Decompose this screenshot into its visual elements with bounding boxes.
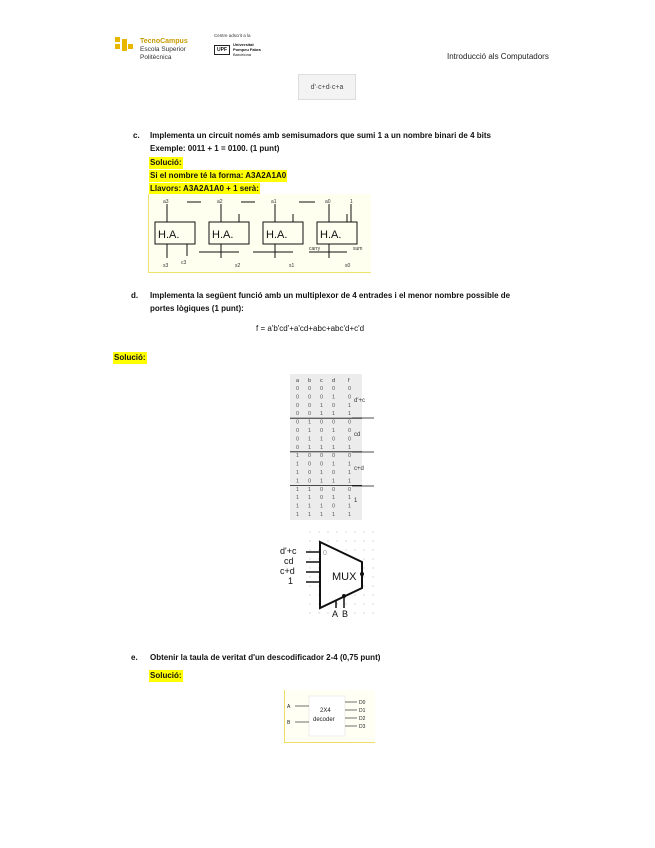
upf-affiliation — [214, 33, 261, 57]
tt-cell: 0 — [332, 486, 336, 493]
tt-cell: 0 — [332, 436, 336, 443]
mux-select-b: B — [342, 609, 349, 619]
section-c-solucio: Solució: — [150, 158, 182, 167]
carry-c3: c3 — [181, 260, 187, 266]
grid-dot — [318, 612, 319, 613]
grid-dot — [354, 603, 355, 604]
input-a2: a2 — [217, 199, 223, 205]
tt-cell: 0 — [320, 495, 324, 502]
tt-cell: 1 — [348, 444, 352, 451]
mux-input-2: c+d — [280, 566, 295, 576]
tt-cell: 0 — [308, 394, 312, 401]
grid-dot — [354, 612, 355, 613]
grid-dot — [363, 558, 364, 559]
tt-cell: 0 — [320, 486, 324, 493]
tt-cell: 1 — [332, 444, 336, 451]
grid-dot — [327, 531, 328, 532]
tt-cell: 0 — [296, 436, 300, 443]
section-c-letter: c. — [133, 131, 140, 140]
tt-cell: 1 — [296, 478, 300, 485]
grid-dot — [363, 585, 364, 586]
input-a1: a1 — [271, 199, 277, 205]
dec-title: 2X4 — [320, 708, 331, 714]
grid-dot — [354, 594, 355, 595]
tt-cell: 1 — [348, 512, 352, 518]
tt-cell: 0 — [332, 470, 336, 476]
tt-cell: 0 — [296, 444, 300, 451]
section-e-letter: e. — [131, 653, 138, 662]
grid-dot — [309, 558, 310, 559]
grid-dot — [372, 612, 373, 613]
tt-cell: 1 — [348, 478, 352, 485]
tt-cell: 1 — [348, 461, 352, 468]
tt-cell: 1 — [320, 402, 324, 409]
tt-cell: 1 — [320, 444, 324, 451]
tt-cell: 0 — [332, 419, 336, 426]
upf-name1: Universitat — [233, 42, 254, 47]
tt-cell: 1 — [308, 486, 312, 493]
brand-name: TecnoCampus — [140, 38, 188, 45]
grid-dot — [372, 594, 373, 595]
tt-cell: 0 — [320, 428, 324, 434]
grid-dot — [363, 576, 364, 577]
tt-cell: 1 — [296, 503, 300, 510]
grid-dot — [372, 567, 373, 568]
section-d-question: Implementa la següent funció amb un multiplexor de 4 entrades i el menor nombre possible de — [150, 291, 511, 300]
section-e-solucio: Solució: — [150, 671, 182, 680]
tt-cell: 0 — [320, 453, 324, 460]
tt-cell: 0 — [348, 428, 352, 434]
tt-cell: 0 — [296, 419, 300, 426]
section-c-form: Si el nombre té la forma: A3A2A1A0 — [150, 171, 287, 180]
tt-cell: 1 — [332, 394, 336, 401]
grid-dot — [363, 540, 364, 541]
group-label-1: cd — [354, 432, 361, 438]
tt-cell: 0 — [308, 402, 312, 409]
section-e-question: Obtenir la taula de veritat d'un descodificador 2-4 (0,75 punt) — [150, 653, 381, 662]
grid-dot — [309, 576, 310, 577]
brand-sub1: Escola Superior — [140, 46, 186, 53]
tt-cell: 0 — [348, 486, 352, 493]
formula-image: d'·c+d·c+a — [298, 74, 356, 100]
tt-header-a: a — [296, 378, 300, 384]
tt-cell: 0 — [296, 394, 300, 401]
ha-label-4: H.A. — [320, 229, 342, 241]
tt-cell: 0 — [332, 402, 336, 409]
tt-cell: 1 — [332, 478, 336, 485]
tt-cell: 0 — [348, 419, 352, 426]
section-c-question: Implementa un circuit només amb semisumadors que sumi 1 a un nombre binari de 4 bits — [150, 131, 491, 140]
grid-dot — [336, 540, 337, 541]
tt-cell: 0 — [308, 386, 312, 392]
sum-label: sum — [353, 246, 363, 252]
grid-dot — [318, 531, 319, 532]
decoder-svg — [285, 690, 375, 742]
tt-cell: 0 — [320, 419, 324, 426]
section-d-function: f = a'b'cd'+a'cd+abc+abc'd+c'd — [256, 324, 365, 333]
output-s0: s0 — [345, 263, 351, 269]
output-s3: s3 — [163, 263, 169, 269]
section-c-then: Llavors: A3A2A1A0 + 1 serà: — [150, 184, 259, 193]
grid-dot — [309, 612, 310, 613]
grid-dot — [309, 567, 310, 568]
tt-cell: 1 — [296, 495, 300, 502]
half-adder-circuit — [148, 194, 371, 273]
tt-cell: 1 — [308, 444, 312, 451]
carry-label: carry — [309, 246, 321, 252]
tt-cell: 1 — [348, 503, 352, 510]
tt-cell: 1 — [332, 461, 336, 468]
section-d-question-2: portes lògiques (1 punt): — [150, 304, 244, 313]
dec-output-0: D0 — [359, 700, 366, 706]
tt-cell: 1 — [348, 402, 352, 409]
tt-cell: 0 — [308, 470, 312, 476]
dec-input-a: A — [287, 704, 291, 710]
mux-input-3: 1 — [288, 576, 294, 586]
tt-cell: 0 — [320, 394, 324, 401]
section-c-example: Exemple: 0011 + 1 = 0100. (1 punt) — [150, 144, 280, 153]
grid-dot — [372, 558, 373, 559]
mux-input-1: cd — [284, 556, 294, 566]
tt-cell: 1 — [320, 436, 324, 443]
tt-cell: 1 — [308, 512, 312, 518]
input-one: 1 — [350, 199, 353, 205]
dec-output-2: D2 — [359, 716, 366, 722]
grid-dot — [363, 549, 364, 550]
tt-cell: 1 — [348, 495, 352, 502]
tt-cell: 1 — [348, 411, 352, 418]
tt-header-b: b — [308, 378, 312, 384]
group-label-2: c+d — [354, 466, 364, 472]
grid-dot — [309, 531, 310, 532]
grid-dot — [309, 549, 310, 550]
half-adder-diagram — [149, 194, 371, 272]
tt-cell: 0 — [296, 411, 300, 418]
tt-cell: 0 — [348, 436, 352, 443]
brand-sub2: Politècnica — [140, 54, 172, 61]
tt-cell: 1 — [296, 512, 300, 518]
output-s2: s2 — [235, 263, 241, 269]
brand-text — [140, 37, 188, 62]
tt-cell: 1 — [296, 453, 300, 460]
tt-cell: 1 — [332, 495, 336, 502]
tt-cell: 0 — [296, 386, 300, 392]
input-a3: a3 — [163, 199, 169, 205]
group-label-3: 1 — [354, 498, 358, 504]
tecnocampus-logo-icon — [115, 37, 137, 53]
grid-dot — [354, 540, 355, 541]
section-d-letter: d. — [131, 291, 139, 300]
grid-dot — [309, 603, 310, 604]
tt-cell: 0 — [296, 402, 300, 409]
mux-input-0: d'+c — [280, 546, 297, 556]
tt-cell: 0 — [308, 453, 312, 460]
tt-header-d: d — [332, 378, 336, 384]
tt-cell: 1 — [332, 428, 336, 434]
tt-cell: 0 — [308, 478, 312, 485]
input-a0: a0 — [325, 199, 331, 205]
grid-dot — [345, 531, 346, 532]
grid-dot — [363, 531, 364, 532]
grid-dot — [363, 567, 364, 568]
group-label-0: d'+c — [354, 398, 365, 404]
tt-cell: 1 — [296, 486, 300, 493]
upf-name2: Pompeu Fabra — [233, 47, 261, 52]
tt-cell: 0 — [320, 386, 324, 392]
header-logo — [115, 37, 137, 58]
grid-dot — [327, 612, 328, 613]
tt-cell: 0 — [332, 503, 336, 510]
document-title: Introducció als Computadors — [447, 52, 549, 61]
grid-dot — [327, 540, 328, 541]
dec-output-1: D1 — [359, 708, 366, 714]
grid-dot — [354, 549, 355, 550]
tt-cell: 0 — [348, 394, 352, 401]
dec-output-3: D3 — [359, 724, 366, 730]
tt-cell: 0 — [332, 386, 336, 392]
tt-cell: 0 — [332, 453, 336, 460]
grid-dot — [309, 594, 310, 595]
tt-cell: 0 — [296, 428, 300, 434]
tt-cell: 1 — [348, 470, 352, 476]
grid-dot — [372, 531, 373, 532]
grid-dot — [372, 540, 373, 541]
mux-diagram — [280, 528, 376, 620]
dec-subtitle: decoder — [313, 717, 335, 723]
grid-dot — [309, 540, 310, 541]
mux-label: MUX — [332, 571, 357, 583]
grid-dot — [363, 603, 364, 604]
grid-dot — [372, 549, 373, 550]
ha-label-1: H.A. — [158, 229, 180, 241]
tt-cell: 0 — [308, 411, 312, 418]
grid-dot — [309, 585, 310, 586]
tt-header-c: c — [320, 378, 323, 384]
grid-dot — [345, 549, 346, 550]
tt-cell: 1 — [308, 436, 312, 443]
tt-cell: 1 — [308, 495, 312, 502]
grid-dot — [336, 531, 337, 532]
section-d-solucio: Solució: — [114, 353, 146, 362]
upf-logo: UPF — [214, 45, 230, 55]
grid-dot — [345, 540, 346, 541]
output-s1: s1 — [289, 263, 295, 269]
tt-cell: 1 — [332, 411, 336, 418]
grid-dot — [372, 603, 373, 604]
grid-dot — [363, 612, 364, 613]
tt-header-f: f — [348, 378, 350, 384]
truth-table-groups — [352, 374, 374, 520]
tt-cell: 0 — [348, 453, 352, 460]
ha-label-2: H.A. — [212, 229, 234, 241]
grid-dot — [363, 594, 364, 595]
mux-svg — [280, 528, 376, 620]
grid-dot — [354, 531, 355, 532]
mux-select-a: A — [332, 609, 339, 619]
upf-name3: Barcelona — [233, 52, 252, 57]
tt-cell: 0 — [308, 461, 312, 468]
tt-cell: 1 — [308, 419, 312, 426]
tt-cell: 1 — [296, 470, 300, 476]
tt-cell: 0 — [348, 386, 352, 392]
tt-cell: 0 — [320, 461, 324, 468]
affiliation-caption: Centre adscrit a la — [214, 33, 251, 38]
tt-cell: 1 — [320, 411, 324, 418]
ha-label-3: H.A. — [266, 229, 288, 241]
grid-dot — [345, 603, 346, 604]
tt-cell: 1 — [320, 478, 324, 485]
tt-cell: 1 — [308, 428, 312, 434]
tt-cell: 1 — [320, 470, 324, 476]
grid-dot — [372, 585, 373, 586]
tt-cell: 1 — [332, 512, 336, 518]
truth-table-group-lines — [352, 374, 374, 520]
tt-cell: 1 — [320, 512, 324, 518]
tt-cell: 1 — [308, 503, 312, 510]
dec-input-b: B — [287, 720, 291, 726]
grid-dot — [372, 576, 373, 577]
decoder-diagram — [284, 690, 375, 743]
mux-zero-label: 0 — [323, 550, 327, 557]
tt-cell: 1 — [296, 461, 300, 468]
tt-cell: 1 — [320, 503, 324, 510]
